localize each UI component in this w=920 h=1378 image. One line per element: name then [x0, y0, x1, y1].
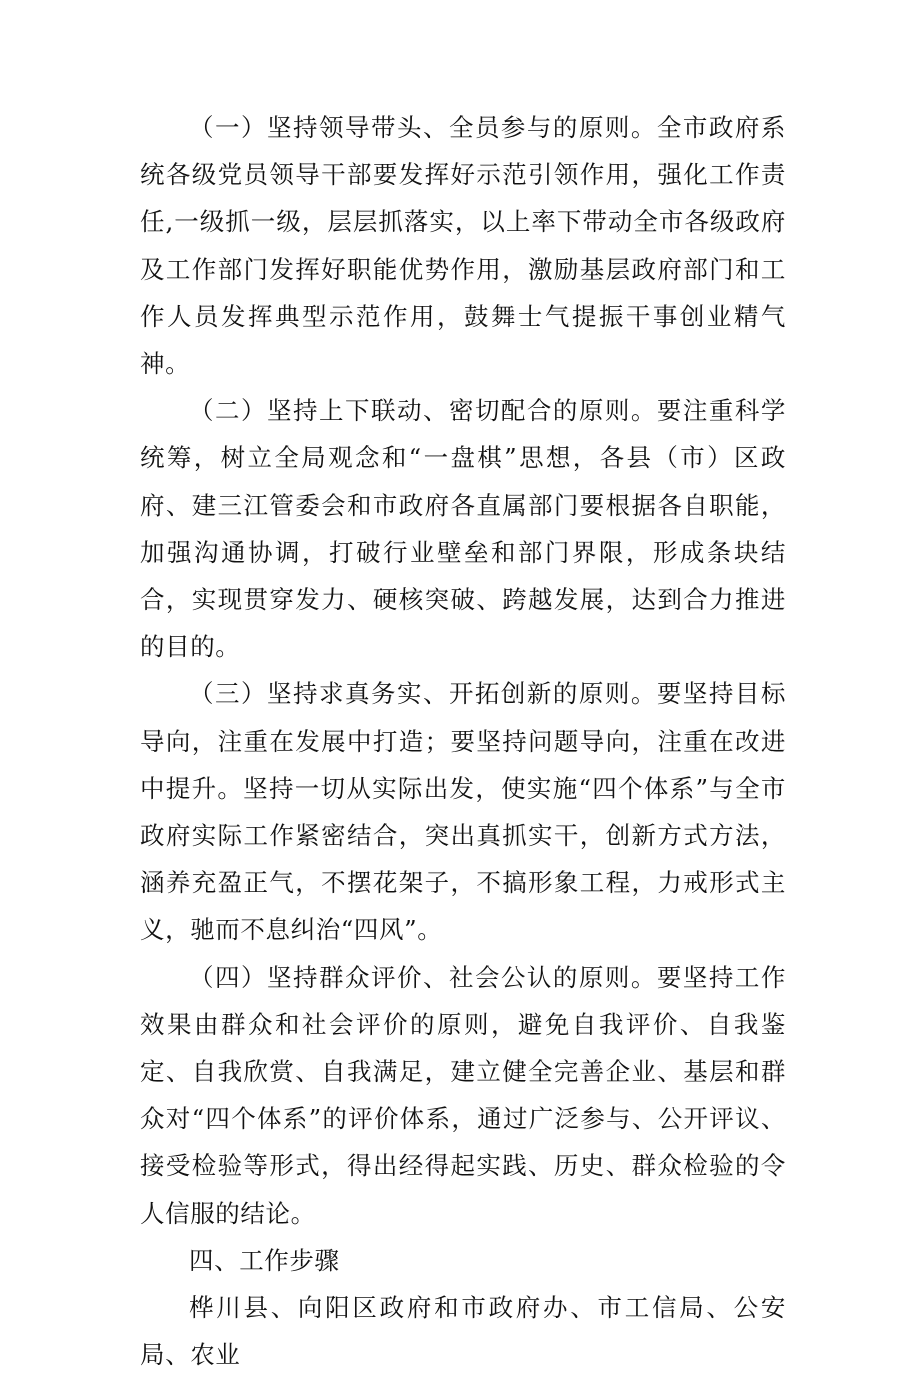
principle-three-paragraph: （三）坚持求真务实、开拓创新的原则。要坚持目标导向，注重在发展中打造；要坚持问题导向，注重在改进中提升。坚持一切从实际出发，使实施“四个体系”与全市政府实际工作紧密结合，突出真抓实干，创新方式方法，涵养充盈正气，不摆花架子，不搞形象工程，力戒形式主义，驰而不息纠治“四风”。 [140, 679, 786, 945]
final-paragraph: 桦川县、向阳区政府和市政府办、市工信局、公安局、农业 [140, 1293, 786, 1370]
principle-four-paragraph: （四）坚持群众评价、社会公认的原则。要坚持工作效果由群众和社会评价的原则，避免自我评价、自我鉴定、自我欣赏、自我满足，建立健全完善企业、基层和群众对“四个体系”的评价体系，通过广泛参与、公开评议、接受检验等形式，得出经得起实践、历史、群众检验的令人信服的结论。 [140, 962, 786, 1228]
section-heading: 四、工作步骤 [189, 1245, 340, 1275]
principle-one-paragraph: （一）坚持领导带头、全员参与的原则。全市政府系统各级党员领导干部要发挥好示范引领作用，强化工作责任,一级抓一级，层层抓落实，以上率下带动全市各级政府及工作部门发挥好职能优势作用，激励基层政府部门和工作人员发挥典型示范作用，鼓舞士气提振干事创业精气神。 [140, 113, 786, 379]
principle-two-paragraph: （二）坚持上下联动、密切配合的原则。要注重科学统筹，树立全局观念和“一盘棋”思想，各县（市）区政府、建三江管委会和市政府各直属部门要根据各自职能，加强沟通协调，打破行业壁垒和部门界限，形成条块结合，实现贯穿发力、硬核突破、跨越发展，达到合力推进的目的。 [140, 396, 786, 662]
document-body [140, 104, 786, 1378]
